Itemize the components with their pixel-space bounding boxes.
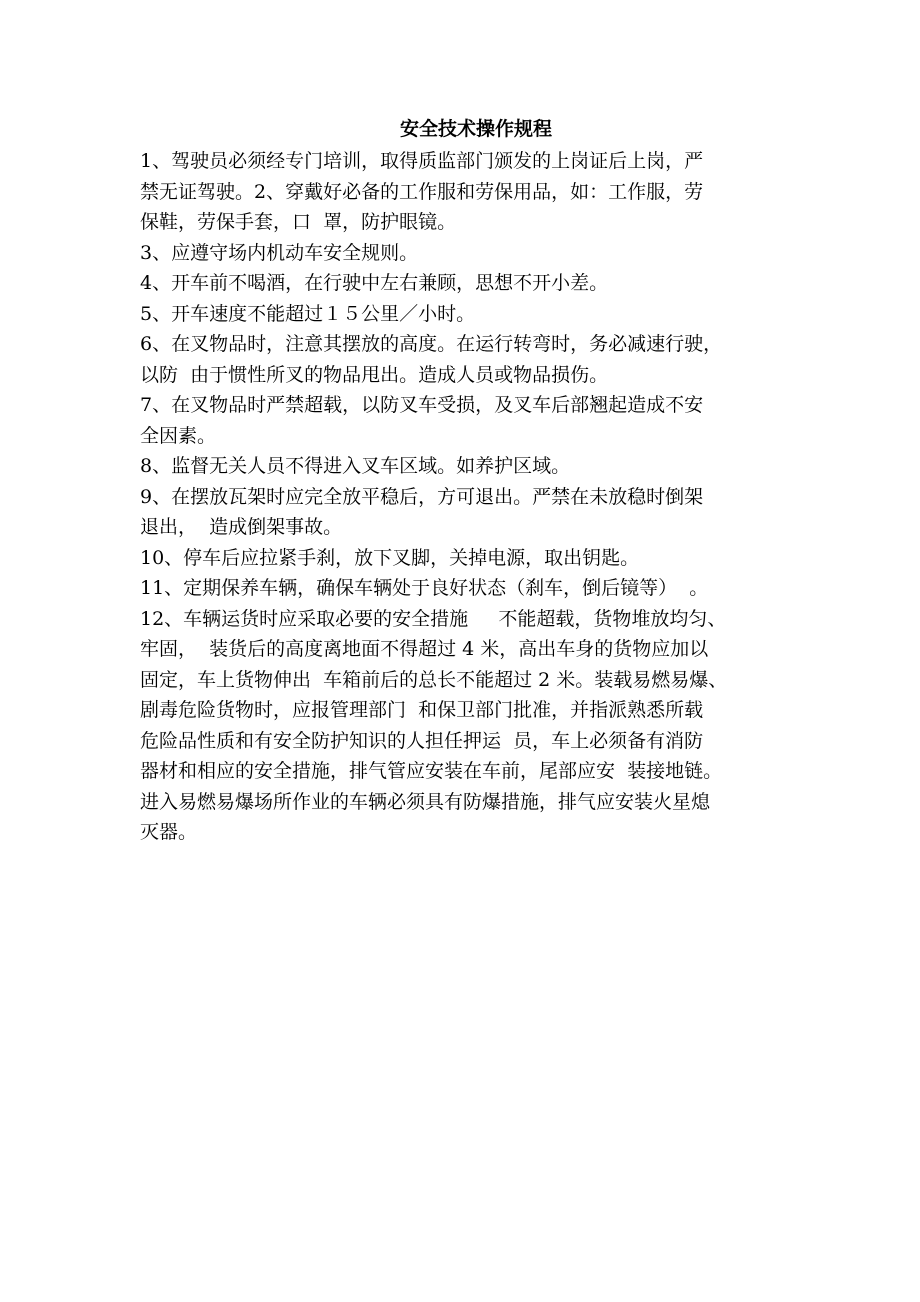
text-line: 9、在摆放瓦架时应完全放平稳后，方可退出。严禁在未放稳时倒架 — [140, 485, 704, 508]
text-line: 8、监督无关人员不得进入叉车区域。如养护区域。 — [140, 455, 571, 477]
text-line: 全因素。 — [140, 424, 217, 447]
text-line: 以防 由于惯性所叉的物品甩出。造成人员或物品损伤。 — [140, 363, 609, 386]
text-line: 退出， 造成倒架事故。 — [140, 516, 343, 538]
text-line: 禁无证驾驶。2、穿戴好必备的工作服和劳保用品，如：工作服，劳 — [140, 180, 704, 203]
text-line: 5、开车速度不能超过１５公里／小时。 — [140, 302, 476, 325]
text-line: 7、在叉物品时严禁超载，以防叉车受损，及叉车后部翘起造成不安 — [140, 394, 704, 416]
text-line: 危险品性质和有安全防护知识的人担任押运 员，车上必须备有消防 — [140, 729, 704, 752]
text-line: 4、开车前不喝酒，在行驶中左右兼顾，思想不开小差。 — [140, 272, 609, 294]
document-title: 安全技术操作规程 — [399, 118, 552, 140]
text-line: 10、停车后应拉紧手刹，放下叉脚，关掉电源，取出钥匙。 — [140, 546, 640, 569]
text-line: 保鞋，劳保手套，口 罩，防护眼镜。 — [140, 211, 457, 233]
text-line: 剧毒危险货物时，应报管理部门 和保卫部门批准，并指派熟悉所载 — [140, 699, 704, 721]
text-line: 器材和相应的安全措施，排气管应安装在车前，尾部应安 装接地链。 — [140, 760, 723, 782]
text-line: 11、定期保养车辆，确保车辆处于良好状态（刹车，倒后镜等） 。 — [140, 577, 709, 599]
text-line: 6、在叉物品时，注意其摆放的高度。在运行转弯时，务必减速行驶， — [140, 333, 723, 355]
document-page — [140, 112, 790, 848]
text-line: 牢固， 装货后的高度离地面不得超过 4 米，高出车身的货物应加以 — [140, 638, 709, 660]
text-line: 3、应遵守场内机动车安全规则。 — [140, 241, 419, 264]
text-line: 灭器。 — [140, 821, 198, 843]
text-line: 进入易燃易爆场所作业的车辆必须具有防爆措施，排气应安装火星熄 — [140, 790, 711, 813]
text-line: 12、车辆运货时应采取必要的安全措施 不能超载，货物堆放均匀、 — [140, 607, 727, 630]
text-line: 1、驾驶员必须经专门培训，取得质监部门颁发的上岗证后上岗，严 — [140, 150, 704, 172]
document-body — [140, 146, 790, 848]
text-line: 固定，车上货物伸出 车箱前后的总长不能超过 2 米。装载易燃易爆、 — [140, 668, 728, 691]
